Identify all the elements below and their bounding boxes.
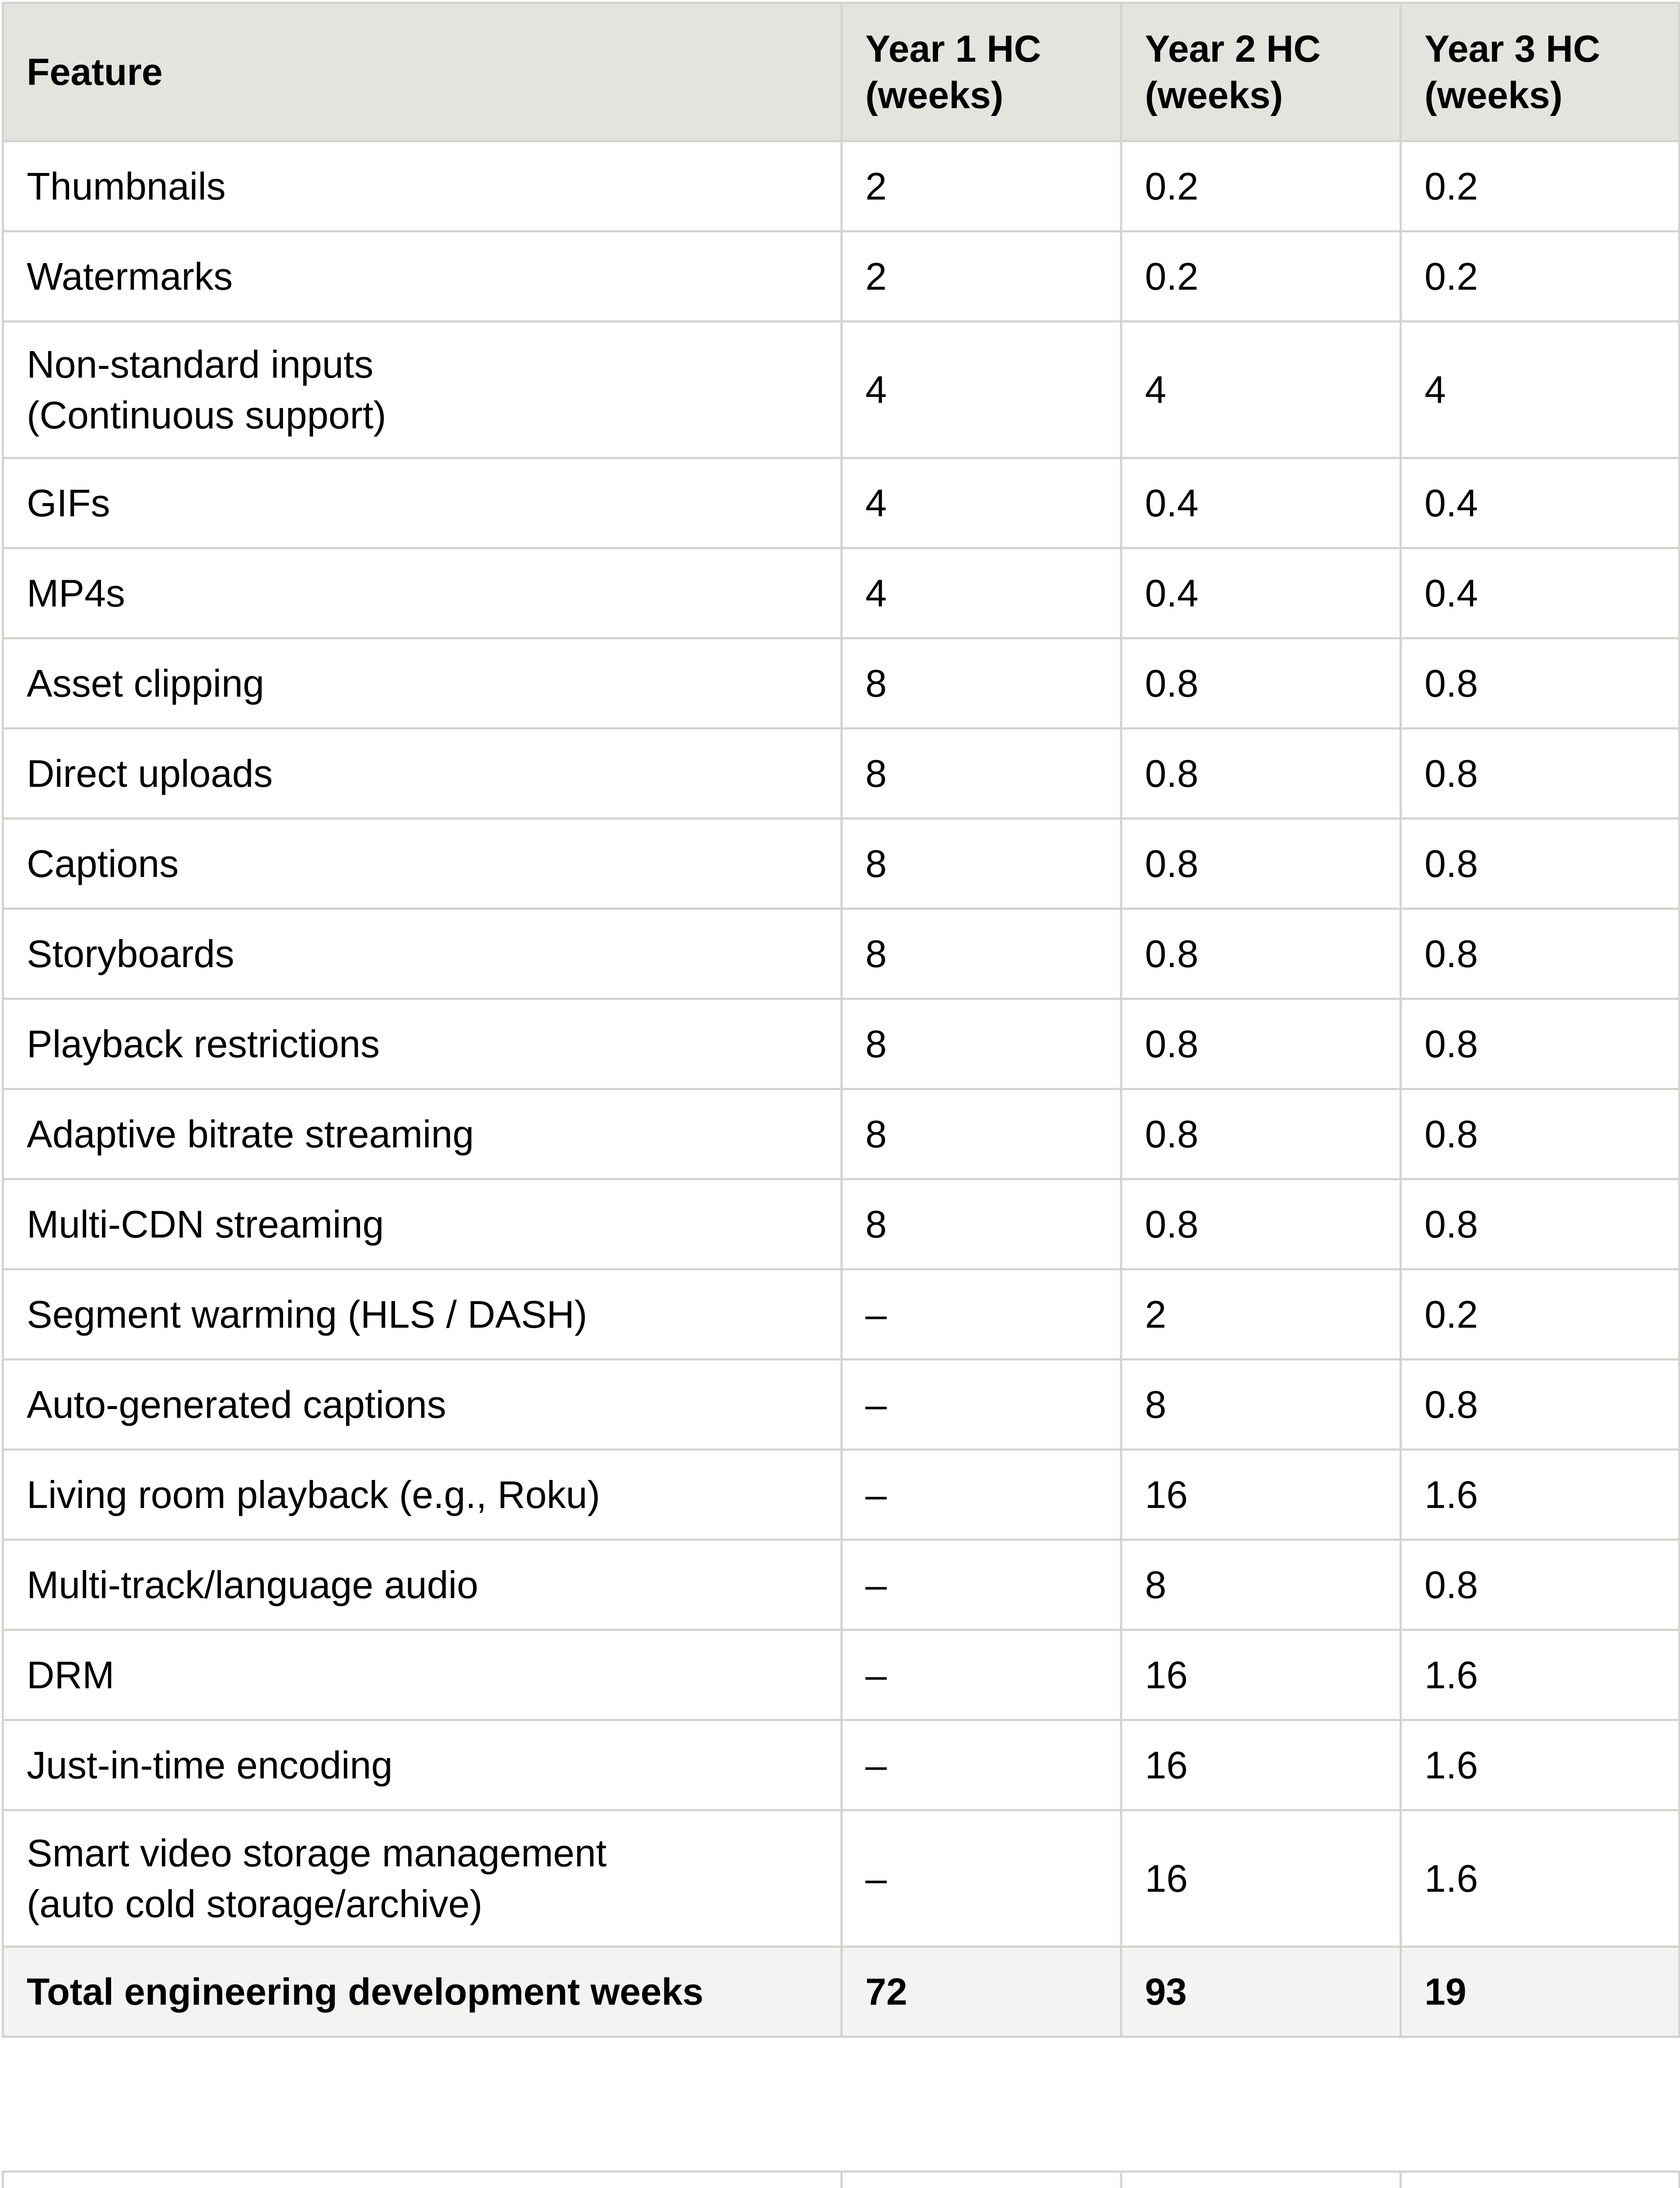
year-1-cell: 4 xyxy=(842,322,1121,458)
table-row xyxy=(3,141,1680,231)
year-1-cell: 4 xyxy=(842,458,1121,548)
feature-cell: Captions xyxy=(3,819,842,909)
year-2-cell: 0.8 xyxy=(1121,819,1401,909)
feature-cell: Multi-CDN streaming xyxy=(3,1179,842,1269)
total-year-2: 93 xyxy=(1121,1947,1401,2037)
year-1-cell: – xyxy=(842,1810,1121,1947)
year-2-cell: 0.8 xyxy=(1121,729,1401,819)
year-2-cell: 0.8 xyxy=(1121,638,1401,729)
year-2-cell: 0.2 xyxy=(1121,231,1401,322)
year-3-cell: 1.6 xyxy=(1401,1450,1680,1540)
table-row xyxy=(3,1540,1680,1630)
year-1-cell: 8 xyxy=(842,1179,1121,1269)
hourly-rate-row xyxy=(3,2172,1680,2188)
year-1-cell: – xyxy=(842,1540,1121,1630)
year-1-cell: – xyxy=(842,1720,1121,1810)
feature-cell: Auto-generated captions xyxy=(3,1360,842,1450)
year-2-cell: 16 xyxy=(1121,1810,1401,1947)
feature-cell: Storyboards xyxy=(3,909,842,999)
year-3-cell: 4 xyxy=(1401,322,1680,458)
year-2-cell: 0.8 xyxy=(1121,999,1401,1089)
feature-cell: Thumbnails xyxy=(3,141,842,231)
feature-cell: Segment warming (HLS / DASH) xyxy=(3,1269,842,1360)
year-2-cell: 4 xyxy=(1121,322,1401,458)
feature-cell: Smart video storage management (auto cold storage/archive) xyxy=(3,1810,842,1947)
year-3-cell: 0.2 xyxy=(1401,231,1680,322)
table-row xyxy=(3,231,1680,322)
year-2-cell: 0.4 xyxy=(1121,458,1401,548)
feature-cell: Non-standard inputs (Continuous support) xyxy=(3,322,842,458)
year-1-cell: – xyxy=(842,1360,1121,1450)
year-1-cell: 2 xyxy=(842,141,1121,231)
year-1-cell: 8 xyxy=(842,909,1121,999)
year-2-cell: 2 xyxy=(1121,1269,1401,1360)
table-row xyxy=(3,1810,1680,1947)
year-2-cell: 0.2 xyxy=(1121,141,1401,231)
table-row xyxy=(3,1450,1680,1540)
table-row xyxy=(3,819,1680,909)
header-row xyxy=(3,3,1680,141)
feature-cell: Multi-track/language audio xyxy=(3,1540,842,1630)
year-3-cell: 0.2 xyxy=(1401,1269,1680,1360)
table-row xyxy=(3,909,1680,999)
year-2-cell: 16 xyxy=(1121,1630,1401,1720)
year-3-cell: 1.6 xyxy=(1401,1810,1680,1947)
feature-cell: Watermarks xyxy=(3,231,842,322)
total-year-3: 19 xyxy=(1401,1947,1680,2037)
year-3-cell: 0.8 xyxy=(1401,638,1680,729)
year-3-cell: 0.8 xyxy=(1401,1360,1680,1450)
table-row xyxy=(3,1179,1680,1269)
cost-table xyxy=(2,2170,1680,2188)
table-row xyxy=(3,548,1680,638)
year-3-cell: 0.8 xyxy=(1401,999,1680,1089)
year-3-cell: 0.8 xyxy=(1401,1540,1680,1630)
header-feature: Feature xyxy=(3,3,842,141)
header-year-1: Year 1 HC (weeks) xyxy=(842,3,1121,141)
feature-cell: Playback restrictions xyxy=(3,999,842,1089)
year-3-cell: 1.6 xyxy=(1401,1630,1680,1720)
year-2-rate xyxy=(1121,2172,1401,2188)
feature-cell: GIFs xyxy=(3,458,842,548)
year-2-cell: 8 xyxy=(1121,1360,1401,1450)
year-1-cell: 8 xyxy=(842,819,1121,909)
year-3-cell: 1.6 xyxy=(1401,1720,1680,1810)
total-year-1: 72 xyxy=(842,1947,1121,2037)
year-2-cell: 0.8 xyxy=(1121,909,1401,999)
year-1-cell: – xyxy=(842,1450,1121,1540)
year-2-cell: 0.4 xyxy=(1121,548,1401,638)
feature-cell: DRM xyxy=(3,1630,842,1720)
year-2-cell: 16 xyxy=(1121,1450,1401,1540)
header-year-3: Year 3 HC (weeks) xyxy=(1401,3,1680,141)
year-2-cell: 0.8 xyxy=(1121,1179,1401,1269)
feature-cell: MP4s xyxy=(3,548,842,638)
year-3-cell: 0.2 xyxy=(1401,141,1680,231)
table-row xyxy=(3,999,1680,1089)
feature-cell: Direct uploads xyxy=(3,729,842,819)
year-1-cell: – xyxy=(842,1630,1121,1720)
year-1-rate xyxy=(842,2172,1121,2188)
features-table xyxy=(2,2,1680,2038)
year-3-cell: 0.8 xyxy=(1401,909,1680,999)
feature-cell: Adaptive bitrate streaming xyxy=(3,1089,842,1179)
year-3-rate xyxy=(1401,2172,1680,2188)
year-1-cell: 2 xyxy=(842,231,1121,322)
hourly-rate-label xyxy=(3,2172,842,2188)
year-3-cell: 0.4 xyxy=(1401,548,1680,638)
year-1-cell: 8 xyxy=(842,999,1121,1089)
table-row xyxy=(3,1720,1680,1810)
year-1-cell: 8 xyxy=(842,1089,1121,1179)
table-row xyxy=(3,638,1680,729)
year-2-cell: 0.8 xyxy=(1121,1089,1401,1179)
year-3-cell: 0.4 xyxy=(1401,458,1680,548)
year-1-cell: 8 xyxy=(842,729,1121,819)
table-row xyxy=(3,1360,1680,1450)
table-row xyxy=(3,1269,1680,1360)
total-label: Total engineering development weeks xyxy=(3,1947,842,2037)
year-3-cell: 0.8 xyxy=(1401,1179,1680,1269)
feature-cell: Asset clipping xyxy=(3,638,842,729)
table-row xyxy=(3,1630,1680,1720)
year-2-cell: 8 xyxy=(1121,1540,1401,1630)
table-row xyxy=(3,322,1680,458)
table-row xyxy=(3,458,1680,548)
feature-cell: Just-in-time encoding xyxy=(3,1720,842,1810)
header-year-2: Year 2 HC (weeks) xyxy=(1121,3,1401,141)
year-2-cell: 16 xyxy=(1121,1720,1401,1810)
feature-cell: Living room playback (e.g., Roku) xyxy=(3,1450,842,1540)
year-3-cell: 0.8 xyxy=(1401,1089,1680,1179)
year-1-cell: – xyxy=(842,1269,1121,1360)
year-3-cell: 0.8 xyxy=(1401,729,1680,819)
year-3-cell: 0.8 xyxy=(1401,819,1680,909)
total-row xyxy=(3,1947,1680,2037)
table-row xyxy=(3,729,1680,819)
year-1-cell: 8 xyxy=(842,638,1121,729)
year-1-cell: 4 xyxy=(842,548,1121,638)
table-row xyxy=(3,1089,1680,1179)
